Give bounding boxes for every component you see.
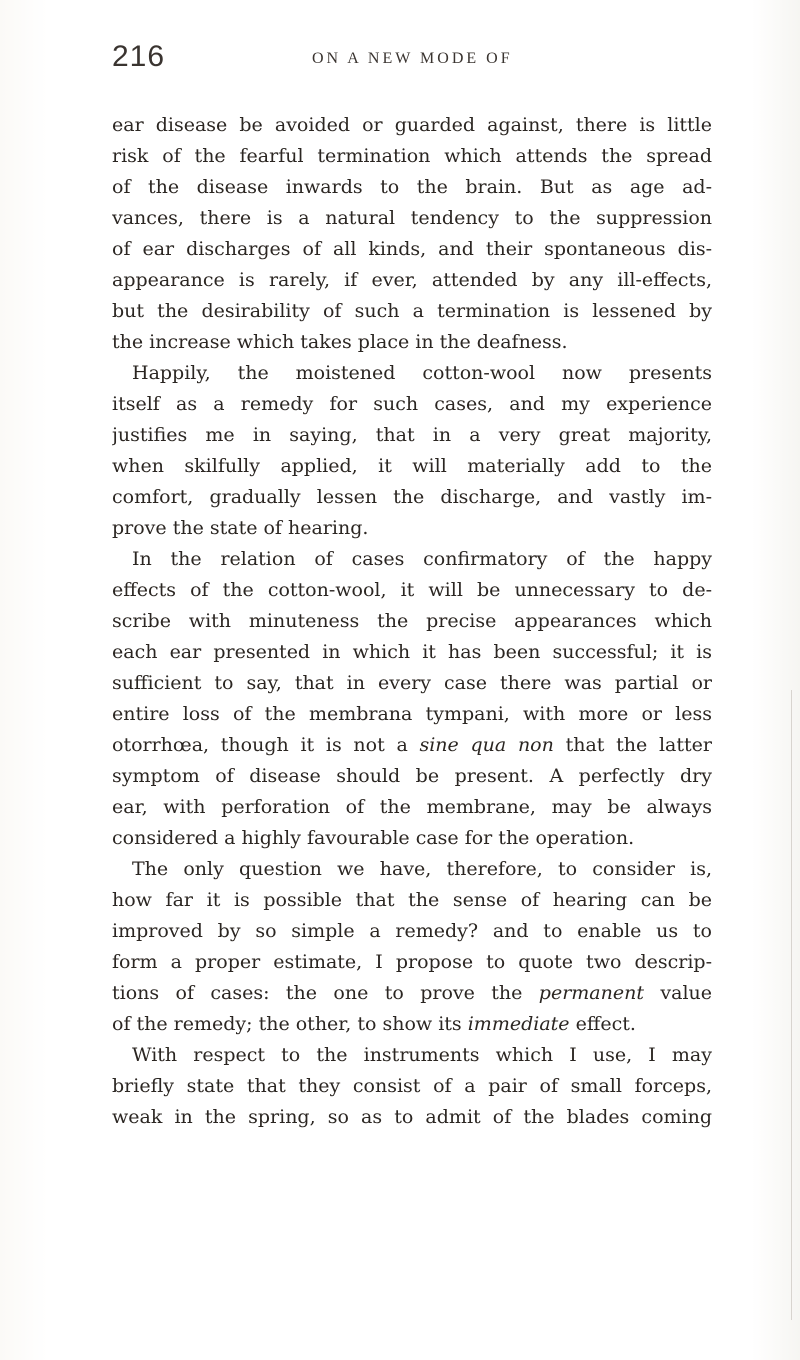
text-line: entire loss of the membrana tympani, with more or less xyxy=(112,703,712,725)
text-line xyxy=(112,1009,712,1040)
italic-phrase: sine qua non xyxy=(419,734,554,756)
text-line: In the relation of cases confirmatory of the happy xyxy=(132,548,712,570)
text-segment: value xyxy=(660,982,712,1004)
text-line: form a proper estimate, I propose to quote two descrip- xyxy=(112,951,712,973)
text-line: each ear presented in which it has been successful; it is xyxy=(112,641,712,663)
text-line: vances, there is a natural tendency to the suppression xyxy=(112,207,712,229)
text-line: Happily, the moistened cotton-wool now presents xyxy=(132,362,712,384)
text-line: justifies me in saying, that in a very great majority, xyxy=(112,424,712,446)
text-line: itself as a remedy for such cases, and my experience xyxy=(112,393,712,415)
text-line: symptom of disease should be present. A perfectly dry xyxy=(112,765,712,787)
text-line: sufficient to say, that in every case there was partial or xyxy=(112,672,712,694)
body-text xyxy=(112,110,712,1133)
text-line: ear, with perforation of the membrane, may be always xyxy=(112,796,712,818)
text-line: ear disease be avoided or guarded against, there is little xyxy=(112,114,712,136)
text-segment: effect. xyxy=(575,1013,636,1035)
text-line: when skilfully applied, it will materially add to the xyxy=(112,455,712,477)
text-segment: that the latter xyxy=(565,734,712,756)
text-line: weak in the spring, so as to admit of the blades coming xyxy=(112,1106,712,1128)
text-line: The only question we have, therefore, to consider is, xyxy=(132,858,712,880)
text-segment: otorrhœa, though it is not a xyxy=(112,734,408,756)
text-line: improved by so simple a remedy? and to enable us to xyxy=(112,920,712,942)
text-line: of the disease inwards to the brain. But as age ad- xyxy=(112,176,712,198)
text-line: comfort, gradually lessen the discharge, and vastly im- xyxy=(112,486,712,508)
page-number: 216 xyxy=(112,40,166,73)
text-line xyxy=(112,978,712,1009)
text-line: appearance is rarely, if ever, attended by any ill-effects, xyxy=(112,269,712,291)
page-header xyxy=(112,40,752,80)
text-segment: of the remedy; the other, to show its xyxy=(112,1013,462,1035)
text-line: considered a highly favourable case for the operation. xyxy=(112,827,635,849)
text-line: scribe with minuteness the precise appearances which xyxy=(112,610,712,632)
italic-phrase: immediate xyxy=(467,1013,570,1035)
text-line: the increase which takes place in the deafness. xyxy=(112,331,568,353)
text-line: but the desirability of such a termination is lessened by xyxy=(112,300,712,322)
page-edge-shadow xyxy=(791,690,792,1320)
text-segment: tions of cases: the one to prove the xyxy=(112,982,523,1004)
italic-phrase: permanent xyxy=(538,982,644,1004)
text-line: of ear discharges of all kinds, and their spontaneous dis- xyxy=(112,238,712,260)
text-line: briefly state that they consist of a pair of small forceps, xyxy=(112,1075,712,1097)
running-head: ON A NEW MODE OF xyxy=(312,50,513,67)
text-line xyxy=(112,730,712,761)
text-line: prove the state of hearing. xyxy=(112,517,369,539)
text-line: how far it is possible that the sense of hearing can be xyxy=(112,889,712,911)
text-line: risk of the fearful termination which attends the spread xyxy=(112,145,712,167)
text-line: effects of the cotton-wool, it will be unnecessary to de- xyxy=(112,579,712,601)
text-line: With respect to the instruments which I use, I may xyxy=(132,1044,712,1066)
